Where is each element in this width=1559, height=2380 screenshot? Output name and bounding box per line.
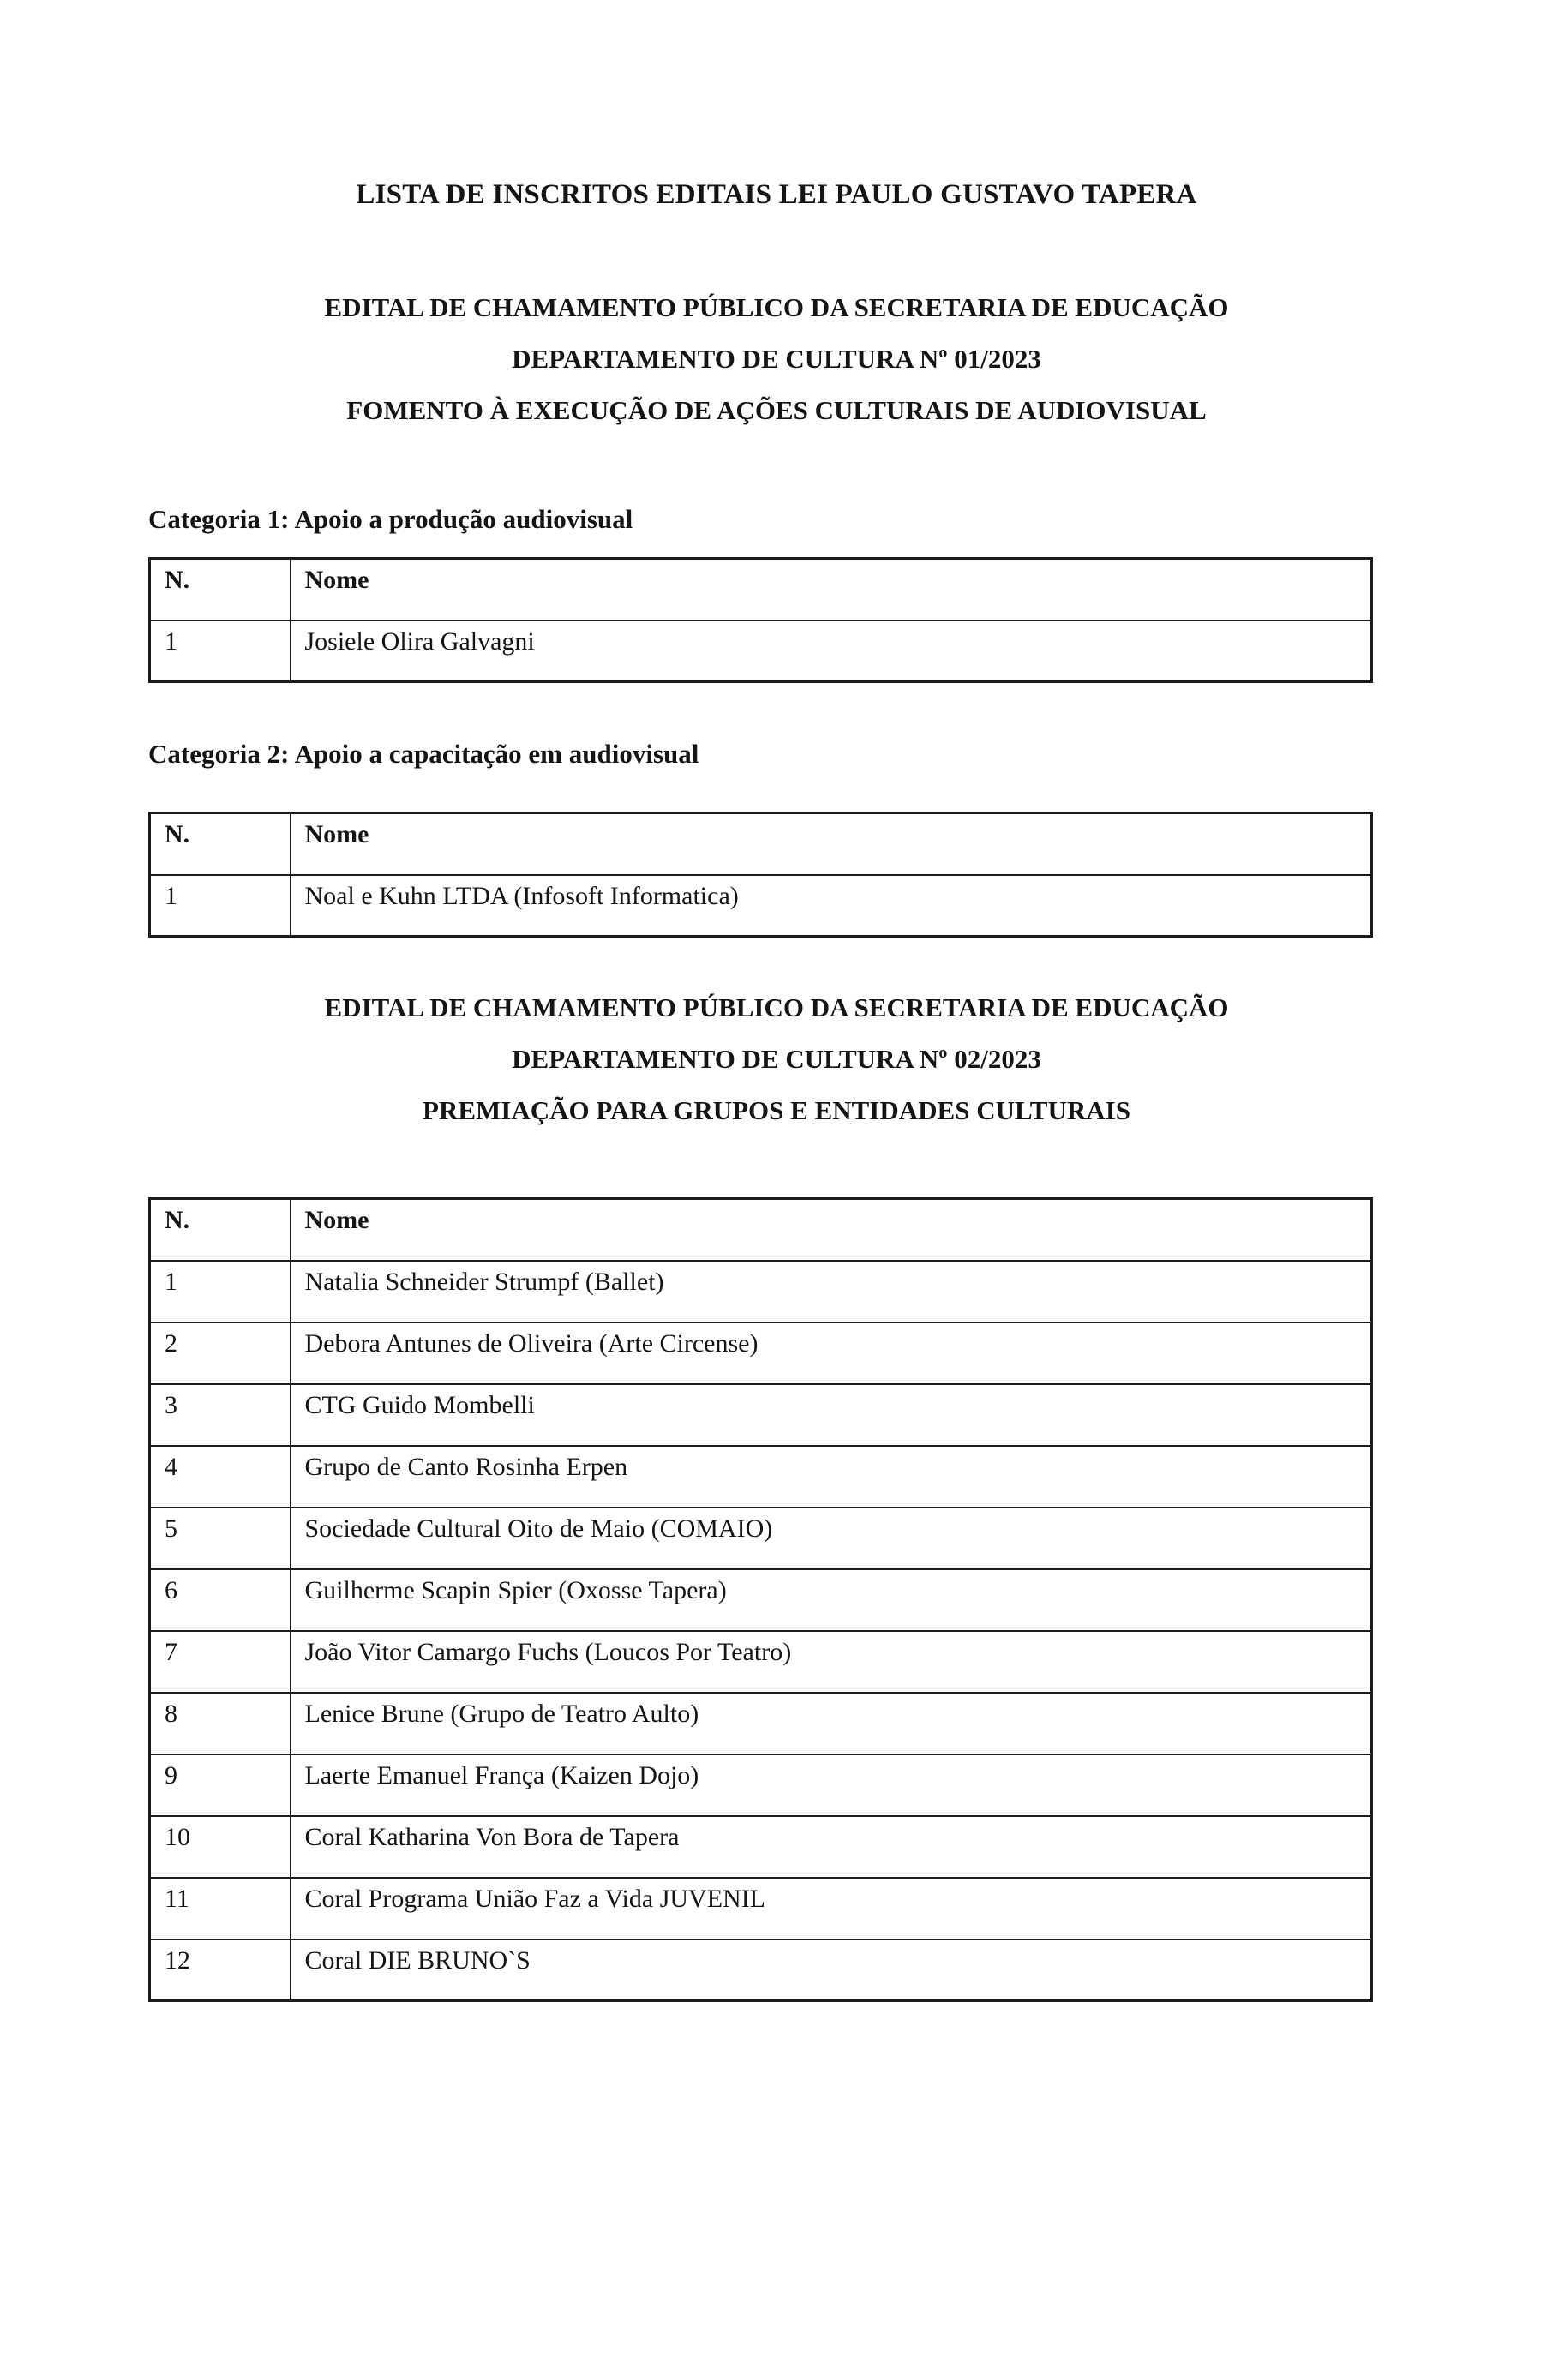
table-row [150, 1693, 1372, 1754]
cell-number: 7 [150, 1631, 291, 1693]
cell-name: Laerte Emanuel França (Kaizen Dojo) [291, 1754, 1372, 1816]
table-row [150, 1631, 1372, 1693]
cell-name: Debora Antunes de Oliveira (Arte Circense) [291, 1322, 1372, 1384]
cell-name: Natalia Schneider Strumpf (Ballet) [291, 1261, 1372, 1322]
edital-2-heading [148, 982, 1405, 1136]
cell-number: 1 [150, 1261, 291, 1322]
cell-name: Guilherme Scapin Spier (Oxosse Tapera) [291, 1569, 1372, 1631]
cell-number: 2 [150, 1322, 291, 1384]
table-row [150, 875, 1372, 937]
table-row [150, 1322, 1372, 1384]
cell-number: 4 [150, 1446, 291, 1508]
edital-2-heading-line-1: EDITAL DE CHAMAMENTO PÚBLICO DA SECRETARIA DE EDUCAÇÃO [324, 992, 1229, 1022]
table-header-row [150, 1199, 1372, 1261]
cell-name: Grupo de Canto Rosinha Erpen [291, 1446, 1372, 1508]
cell-number: 3 [150, 1384, 291, 1446]
cell-name: CTG Guido Mombelli [291, 1384, 1372, 1446]
table-row [150, 620, 1372, 682]
column-header-name: Nome [291, 813, 1372, 875]
cell-number: 1 [150, 875, 291, 937]
edital-1-heading-line-2: DEPARTAMENTO DE CULTURA Nº 01/2023 [512, 344, 1041, 374]
document-title: LISTA DE INSCRITOS EDITAIS LEI PAULO GUSTAVO TAPERA [356, 179, 1197, 210]
cell-name: Coral DIE BRUNO`S [291, 1939, 1372, 2001]
table-row [150, 1384, 1372, 1446]
cell-number: 10 [150, 1816, 291, 1878]
table-header-row [150, 559, 1372, 620]
cell-name: João Vitor Camargo Fuchs (Loucos Por Teatro) [291, 1631, 1372, 1693]
table-header-row [150, 813, 1372, 875]
table-row [150, 1446, 1372, 1508]
table-row [150, 1878, 1372, 1939]
document-content [148, 176, 1405, 2002]
categoria-1-heading: Categoria 1: Apoio a produção audiovisual [148, 504, 633, 534]
edital-1-heading-line-3: FOMENTO À EXECUÇÃO DE AÇÕES CULTURAIS DE AUDIOVISUAL [346, 395, 1207, 425]
scanned-document-page [0, 176, 1559, 2380]
table-row [150, 1754, 1372, 1816]
cell-name: Coral Katharina Von Bora de Tapera [291, 1816, 1372, 1878]
cell-number: 9 [150, 1754, 291, 1816]
table-row [150, 1939, 1372, 2001]
categoria-1-table [148, 557, 1373, 683]
column-header-name: Nome [291, 1199, 1372, 1261]
table-row [150, 1261, 1372, 1322]
cell-number: 12 [150, 1939, 291, 2001]
categoria-2-heading: Categoria 2: Apoio a capacitação em audiovisual [148, 739, 699, 769]
edital-2-heading-line-2: DEPARTAMENTO DE CULTURA Nº 02/2023 [512, 1044, 1041, 1074]
column-header-number: N. [150, 1199, 291, 1261]
cell-name: Lenice Brune (Grupo de Teatro Aulto) [291, 1693, 1372, 1754]
categoria-2-table [148, 812, 1373, 938]
column-header-number: N. [150, 559, 291, 620]
column-header-number: N. [150, 813, 291, 875]
cell-name: Sociedade Cultural Oito de Maio (COMAIO) [291, 1508, 1372, 1569]
cell-number: 1 [150, 620, 291, 682]
table-row [150, 1816, 1372, 1878]
cell-number: 6 [150, 1569, 291, 1631]
table-row [150, 1508, 1372, 1569]
edital-2-heading-line-3: PREMIAÇÃO PARA GRUPOS E ENTIDADES CULTURAIS [423, 1095, 1130, 1125]
cell-number: 5 [150, 1508, 291, 1569]
cell-number: 8 [150, 1693, 291, 1754]
table-row [150, 1569, 1372, 1631]
cell-name: Coral Programa União Faz a Vida JUVENIL [291, 1878, 1372, 1939]
edital-1-heading-line-1: EDITAL DE CHAMAMENTO PÚBLICO DA SECRETARIA DE EDUCAÇÃO [324, 292, 1229, 322]
cell-number: 11 [150, 1878, 291, 1939]
edital-1-heading [148, 282, 1405, 436]
edital-2-table [148, 1197, 1373, 2002]
cell-name: Josiele Olira Galvagni [291, 620, 1372, 682]
cell-name: Noal e Kuhn LTDA (Infosoft Informatica) [291, 875, 1372, 937]
column-header-name: Nome [291, 559, 1372, 620]
